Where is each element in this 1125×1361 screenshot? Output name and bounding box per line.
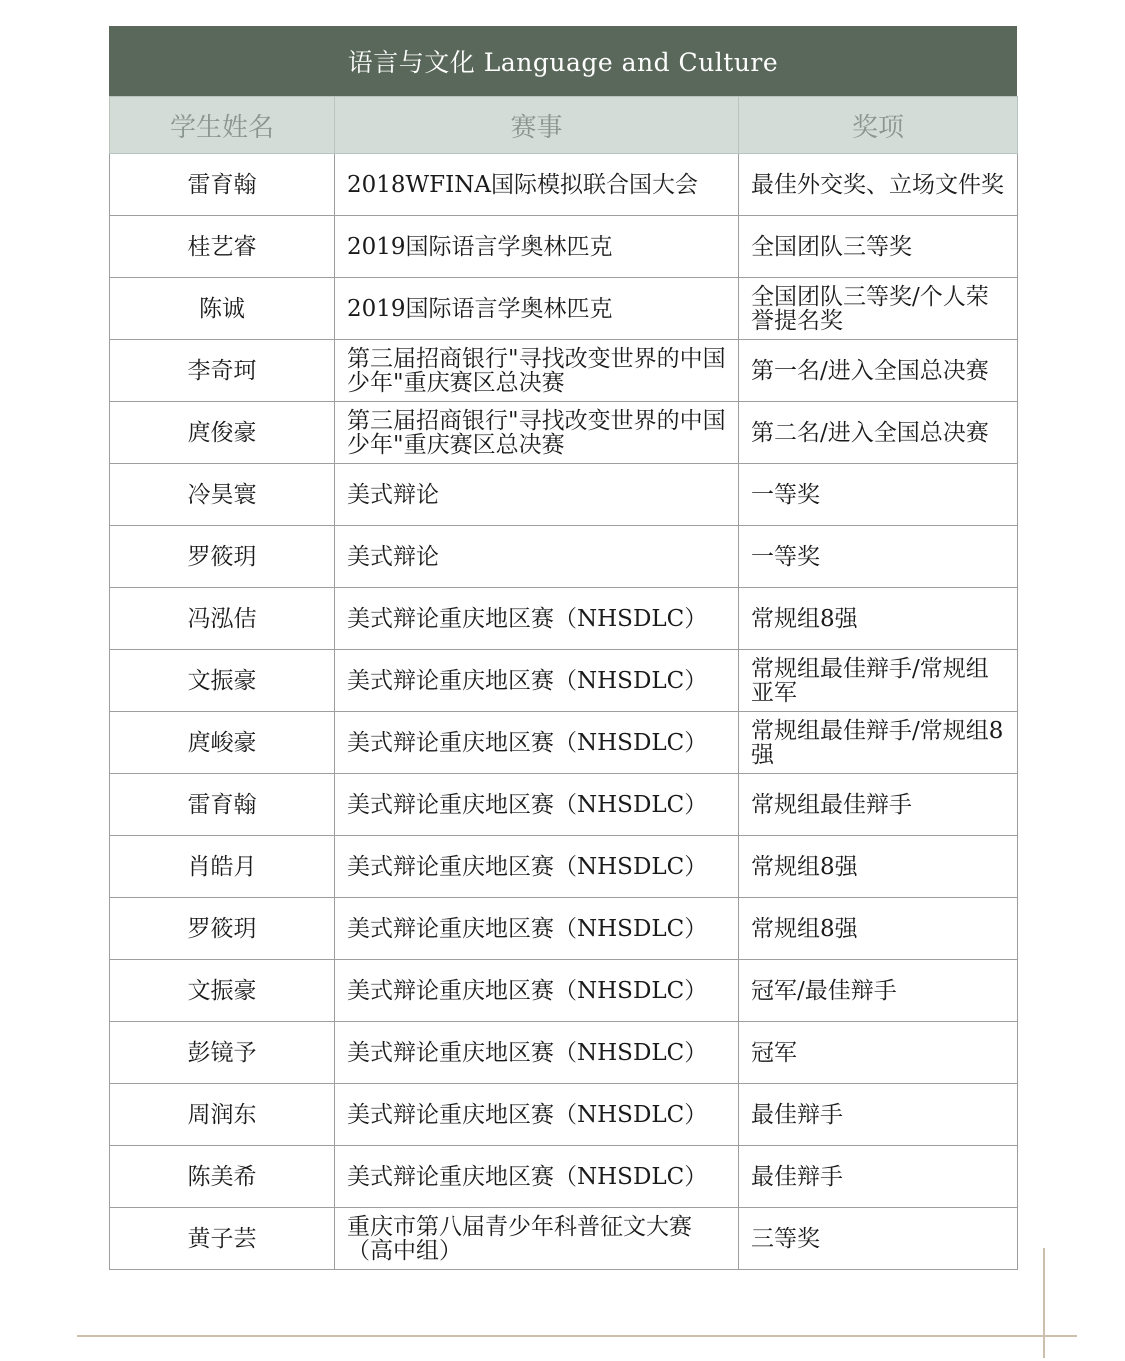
event-cell: 2019国际语言学奥林匹克 <box>335 216 739 278</box>
student-name-cell: 雷育翰 <box>110 154 335 216</box>
award-cell: 常规组最佳辩手/常规组亚军 <box>739 650 1018 712</box>
award-cell: 常规组8强 <box>739 898 1018 960</box>
student-name-cell: 冷昊寰 <box>110 464 335 526</box>
table-row <box>110 712 1018 774</box>
student-name-cell: 彭镜予 <box>110 1022 335 1084</box>
event-cell: 重庆市第八届青少年科普征文大赛（高中组） <box>335 1208 739 1270</box>
table-row <box>110 464 1018 526</box>
student-name-cell: 桂艺睿 <box>110 216 335 278</box>
award-cell: 最佳辩手 <box>739 1146 1018 1208</box>
student-name-cell: 肖皓月 <box>110 836 335 898</box>
student-name-cell: 罗筱玥 <box>110 526 335 588</box>
student-name-cell: 李奇珂 <box>110 340 335 402</box>
student-name-cell: 罗筱玥 <box>110 898 335 960</box>
awards-table <box>109 96 1018 1270</box>
event-cell: 美式辩论重庆地区赛（NHSDLC） <box>335 836 739 898</box>
table-row <box>110 216 1018 278</box>
award-cell: 全国团队三等奖/个人荣誉提名奖 <box>739 278 1018 340</box>
table-row <box>110 588 1018 650</box>
header-student-name: 学生姓名 <box>110 97 335 154</box>
event-cell: 2019国际语言学奥林匹克 <box>335 278 739 340</box>
award-cell: 第一名/进入全国总决赛 <box>739 340 1018 402</box>
award-cell: 冠军 <box>739 1022 1018 1084</box>
event-cell: 美式辩论重庆地区赛（NHSDLC） <box>335 712 739 774</box>
table-row <box>110 1146 1018 1208</box>
student-name-cell: 周润东 <box>110 1084 335 1146</box>
award-cell: 常规组8强 <box>739 836 1018 898</box>
table-row <box>110 650 1018 712</box>
table-body <box>110 154 1018 1270</box>
table-row <box>110 526 1018 588</box>
header-award: 奖项 <box>739 97 1018 154</box>
event-cell: 美式辩论重庆地区赛（NHSDLC） <box>335 1146 739 1208</box>
event-cell: 2018WFINA国际模拟联合国大会 <box>335 154 739 216</box>
student-name-cell: 冯泓佶 <box>110 588 335 650</box>
awards-table-panel <box>109 26 1017 1270</box>
table-row <box>110 898 1018 960</box>
event-cell: 美式辩论重庆地区赛（NHSDLC） <box>335 774 739 836</box>
award-cell: 第二名/进入全国总决赛 <box>739 402 1018 464</box>
event-cell: 美式辩论重庆地区赛（NHSDLC） <box>335 1022 739 1084</box>
event-cell: 美式辩论重庆地区赛（NHSDLC） <box>335 650 739 712</box>
table-row <box>110 340 1018 402</box>
award-cell: 最佳外交奖、立场文件奖 <box>739 154 1018 216</box>
table-row <box>110 402 1018 464</box>
event-cell: 美式辩论重庆地区赛（NHSDLC） <box>335 898 739 960</box>
event-cell: 第三届招商银行"寻找改变世界的中国少年"重庆赛区总决赛 <box>335 402 739 464</box>
header-event: 赛事 <box>335 97 739 154</box>
student-name-cell: 庹峻豪 <box>110 712 335 774</box>
event-cell: 美式辩论 <box>335 464 739 526</box>
table-row <box>110 774 1018 836</box>
award-cell: 常规组最佳辩手 <box>739 774 1018 836</box>
student-name-cell: 陈诚 <box>110 278 335 340</box>
table-header-row <box>110 97 1018 154</box>
bottom-divider <box>77 1335 1077 1337</box>
table-row <box>110 1022 1018 1084</box>
corner-divider <box>1043 1248 1045 1358</box>
event-cell: 第三届招商银行"寻找改变世界的中国少年"重庆赛区总决赛 <box>335 340 739 402</box>
award-cell: 三等奖 <box>739 1208 1018 1270</box>
student-name-cell: 文振豪 <box>110 960 335 1022</box>
table-row <box>110 1084 1018 1146</box>
award-cell: 常规组最佳辩手/常规组8强 <box>739 712 1018 774</box>
student-name-cell: 陈美希 <box>110 1146 335 1208</box>
student-name-cell: 雷育翰 <box>110 774 335 836</box>
student-name-cell: 庹俊豪 <box>110 402 335 464</box>
event-cell: 美式辩论重庆地区赛（NHSDLC） <box>335 588 739 650</box>
award-cell: 一等奖 <box>739 464 1018 526</box>
event-cell: 美式辩论重庆地区赛（NHSDLC） <box>335 960 739 1022</box>
table-row <box>110 836 1018 898</box>
table-row <box>110 960 1018 1022</box>
event-cell: 美式辩论 <box>335 526 739 588</box>
award-cell: 一等奖 <box>739 526 1018 588</box>
student-name-cell: 黄子芸 <box>110 1208 335 1270</box>
table-row <box>110 154 1018 216</box>
award-cell: 常规组8强 <box>739 588 1018 650</box>
award-cell: 最佳辩手 <box>739 1084 1018 1146</box>
event-cell: 美式辩论重庆地区赛（NHSDLC） <box>335 1084 739 1146</box>
student-name-cell: 文振豪 <box>110 650 335 712</box>
table-row <box>110 1208 1018 1270</box>
table-row <box>110 278 1018 340</box>
table-title: 语言与文化 Language and Culture <box>109 26 1017 96</box>
award-cell: 冠军/最佳辩手 <box>739 960 1018 1022</box>
award-cell: 全国团队三等奖 <box>739 216 1018 278</box>
